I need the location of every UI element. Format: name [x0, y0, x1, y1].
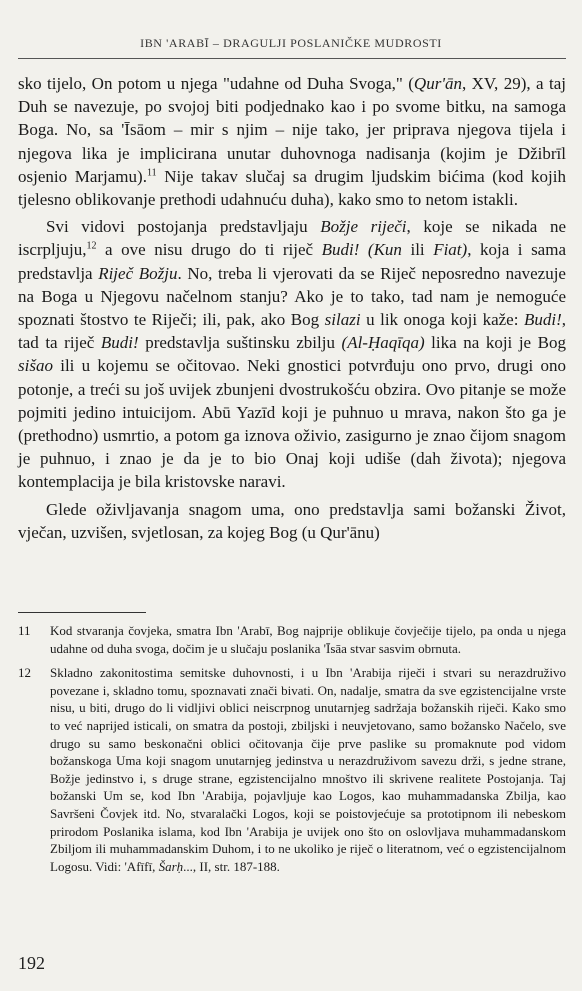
footnote-text: Kod stvaranja čovjeka, smatra Ibn 'Arabī, Bog najprije oblikuje čovječije tijelo, pa onda u njega udahne od duha svoga, dočim je u slučaju poslanika 'Īsāa stvar sasvim obrnuta. — [50, 623, 566, 656]
italic-run: sišao — [18, 356, 53, 376]
text-run: , tad ta riječ — [18, 310, 566, 353]
italic-run: Budi! — [100, 333, 139, 353]
text-run: ili — [401, 240, 434, 260]
footnotes — [18, 622, 566, 882]
text-run: Skladno zakonitostima semitske duhovnosti, i u Ibn 'Arabija riječi i stvari su nerazdruživo povezane i, skladno tomu, spoznavati znači bivati. On, nadalje, smatra da sve egzistencijalne vrste nisu, u biti, drugo do li vidljivi oblici neiscrpnog unutarnjeg sadržaja božanskih riječi. Kako smo to već naprijed isticali, on smatra da postoji, zbiljski i neuvjetovano, samo božansko Načelo, sve drugo su samo beskonačni oblici očitovanja čije prve paslike su promaknute pod vidom božanskoga Uma koji snagom unutarnjeg jedinstva u nerazdruživom savezu drži, s jedne strane, Božje jedinstvo i, s druge strane, egzistencijalno mnoštvo ili skrivene realitete Postojanja. Taj božanski Um se, kod Ibn 'Arabija, pojavljuje kao Logos, kao muhammadanska Zbilja, kao Savršeni Čovjek itd. No, stvaralački Logos, koji se poistovjećuje sa prototipnom ili nebeskom prirodom Poslanika islama, kod Ibn 'Arabija je uvijek ono što on oslovljava muhammadanskom Zbiljom ili muhammadanskim Duhom, i to ne ukoliko je riječ o literatnom, već o egzistencijalnom Logosu. Vidi: 'Afīfī, — [50, 665, 566, 874]
footnote-ref-11[interactable]: 11 — [146, 167, 157, 179]
paragraph-1 — [18, 72, 566, 211]
text-run: , koje se nikada ne iscrpljuju, — [18, 217, 566, 260]
italic-run: (Al-Ḥaqīqa) — [341, 333, 425, 353]
text-run: predstavlja suštinsku zbilju — [138, 333, 342, 353]
italic-run: Qur'ān — [413, 74, 462, 93]
text-run: a ove nisu drugo do ti riječ — [96, 240, 322, 260]
italic-run: Šarḥ — [158, 858, 184, 874]
italic-run: silazi — [324, 310, 361, 330]
main-text — [18, 72, 566, 544]
italic-run: Budi! (Kun — [321, 240, 402, 260]
italic-run: Budi! — [523, 310, 562, 330]
text-run: , XV, 29), a taj Duh se navezuje, po svojoj biti podjednako kao i po svome bitku, na samoga Boga. No, sa 'Īsāom – mir s njim – nije tako, jer priprava njegova tijela i njegova lika je implicirana unutar duhovnoga nadisanja (kojim je Džibrīl osjenio Marjamu). — [18, 74, 567, 186]
footnote-text — [50, 664, 566, 875]
page-number: 192 — [18, 953, 45, 973]
text-run: Nije takav slučaj sa drugim ljudskim bićima (kod kojih tjelesno oblikovanje prethodi udahnuću duha), kako smo to netom istakli. — [18, 166, 566, 210]
footnote-rule — [18, 612, 146, 613]
running-head: IBN 'ARABĪ – DRAGULJI POSLANIČKE MUDROSTI — [140, 36, 442, 50]
header-rule — [18, 58, 566, 59]
footnote-12 — [18, 664, 566, 875]
paragraph-3: Glede oživljavanja snagom uma, ono predstavlja sami božanski Život, vječan, uzvišen, svjetlosan, za kojeg Bog (u Qur'ānu) — [18, 499, 566, 542]
text-run: sko tijelo, On potom u njega "udahne od Duha Svoga," ( — [18, 74, 414, 93]
text-run: lika na koji je Bog — [424, 333, 567, 353]
text-run: Svi vidovi postojanja predstavljaju — [46, 217, 321, 237]
footnote-number: 12 — [18, 665, 31, 681]
italic-run: Fiat) — [433, 240, 468, 260]
italic-run: Riječ Božju — [98, 263, 178, 283]
footnote-ref-12[interactable]: 12 — [86, 240, 97, 252]
italic-run: Božje riječi — [320, 217, 407, 237]
text-run: ..., II, str. 187-188. — [183, 858, 280, 874]
text-run: . No, treba li vjerovati da se Riječ neposredno navezuje na Boga u Njegovu načelnom stanju? Ako je to tako, tad nam je nemoguće spoznati štostvo te Riječi; ili, pak, ako Bog — [18, 263, 566, 330]
footnote-11 — [18, 622, 566, 657]
paragraph-2 — [18, 215, 566, 493]
footnote-number: 11 — [18, 623, 31, 638]
text-run: u lik onoga koji kaže: — [360, 310, 524, 330]
text-run: ili u kojemu se očitovao. Neki gnostici potvrđuju ono prvo, drugi ono potonje, a treći su još uvijek zbunjeni dvostrukošću obzira. Ovo pitanje se može pojmiti jedino intuicijom. Abū Yazīd koji je puhnuo u mrava, nakon što ga je (prethodno) usmrtio, a potom ga iznova oživio, zasigurno je znao čijom snagom je puhnuo, i znao je da je to bio Onaj koji udiše (dah života); njegova kontemplacija je bila kristovske naravi. — [18, 356, 566, 492]
text-run: , koja i sama predstavlja — [18, 240, 566, 283]
